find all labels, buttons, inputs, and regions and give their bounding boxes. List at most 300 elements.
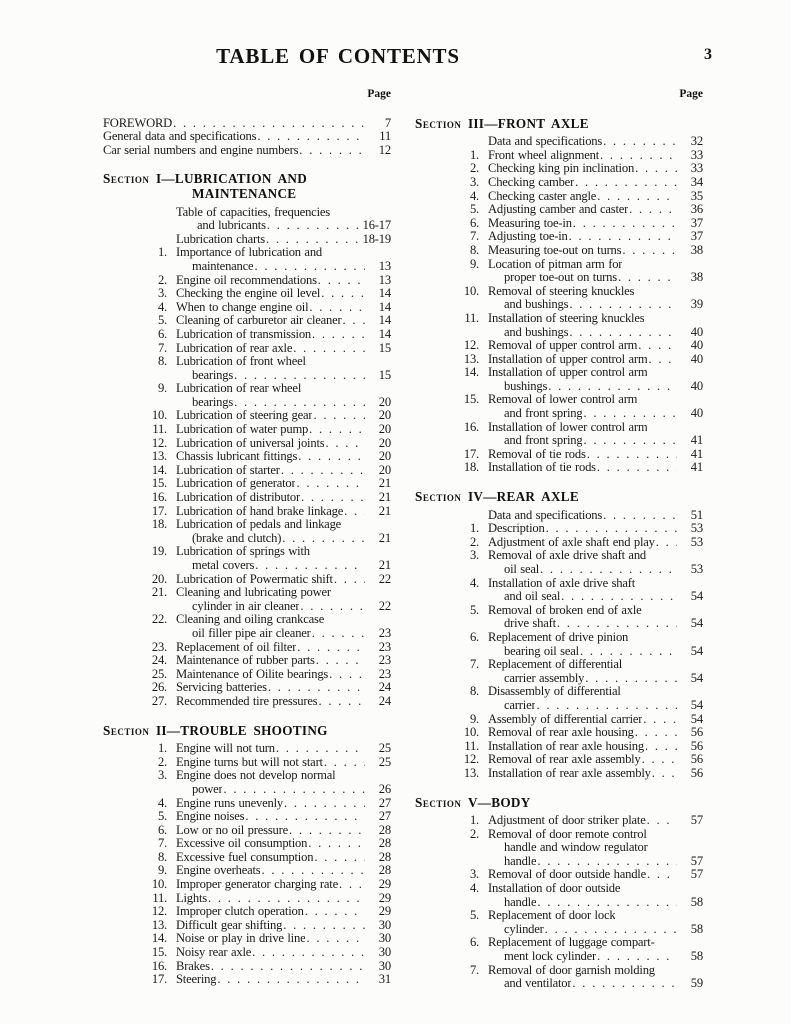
entry-number: 12.	[463, 338, 479, 353]
entry-title: Location of pitman arm for	[488, 257, 623, 271]
entry-title: Lubrication charts	[176, 232, 265, 246]
dot-leader	[296, 477, 365, 491]
entry-number: 3.	[469, 174, 479, 189]
entry-number: 2.	[469, 161, 479, 176]
entry-number: 9.	[157, 381, 167, 396]
toc-entry-line	[103, 328, 391, 342]
entry-number: 24.	[151, 653, 167, 668]
toc-entry-line	[103, 851, 391, 865]
toc-entry-line	[103, 355, 391, 369]
entry-title: Description	[488, 522, 545, 536]
page-column-label: Page	[367, 88, 391, 100]
dot-leader	[261, 864, 365, 878]
entry-page-number: 56	[690, 752, 703, 767]
entry-title: power	[192, 782, 223, 796]
entry-number: 3.	[469, 867, 479, 882]
entry-page-number: 14	[378, 299, 391, 314]
entry-page-number: 28	[378, 849, 391, 864]
entry-page-number: 20	[378, 435, 391, 450]
toc-entry-line	[103, 545, 391, 559]
toc-entry-line	[103, 464, 391, 478]
dot-leader	[329, 668, 365, 682]
entry-page-number: 27	[378, 795, 391, 810]
toc-entry-line	[103, 117, 391, 131]
entry-page-number: 59	[690, 976, 703, 991]
entry-page-number: 36	[690, 202, 703, 217]
entry-page-number: 56	[690, 765, 703, 780]
entry-number: 12.	[151, 435, 167, 450]
dot-leader	[647, 814, 677, 828]
entry-title: Checking caster angle	[488, 189, 597, 203]
entry-number: 11.	[464, 310, 479, 325]
dot-leader	[635, 726, 677, 740]
entry-page-number: 21	[378, 503, 391, 518]
entry-page-number: 40	[690, 406, 703, 421]
entry-title: Improper clutch operation	[176, 905, 304, 919]
toc-entry-line	[415, 672, 703, 686]
entry-number: 18.	[151, 517, 167, 532]
dot-leader	[339, 878, 365, 892]
toc-entry-line	[103, 783, 391, 797]
entry-page-number: 37	[690, 229, 703, 244]
entry-page-number: 53	[690, 562, 703, 576]
toc-column-left	[103, 88, 391, 991]
toc-entry-line	[415, 699, 703, 713]
entry-number: 16.	[151, 490, 167, 505]
toc-entry-line	[103, 505, 391, 519]
entry-title: ment lock cylinder	[504, 950, 597, 964]
entry-number: 22.	[151, 612, 167, 627]
dot-leader	[313, 409, 365, 423]
entry-page-number: 14	[378, 313, 391, 328]
toc-entry-line	[103, 314, 391, 328]
toc-entry-line	[415, 658, 703, 672]
entry-title: Front wheel alignment	[488, 148, 600, 162]
entry-page-number: 54	[690, 589, 703, 604]
toc-entry-line	[415, 617, 703, 631]
dot-leader	[254, 260, 365, 274]
toc-entry-line	[415, 298, 703, 312]
entry-title: Installation of steering knuckles	[488, 311, 645, 325]
entry-title: Lubrication of starter	[176, 463, 280, 477]
dot-leader	[629, 203, 677, 217]
dot-leader	[252, 946, 365, 960]
entry-title: Lights	[176, 891, 207, 905]
entry-page-number: 57	[690, 853, 703, 868]
page-title: TABLE OF CONTENTS	[216, 44, 460, 68]
entry-number: 10.	[151, 877, 167, 892]
dot-leader	[561, 590, 677, 604]
entry-title: Installation of rear axle housing	[488, 739, 644, 753]
toc-entry-line	[415, 326, 703, 340]
dot-leader	[536, 699, 677, 713]
entry-page-number: 40	[690, 324, 703, 339]
entry-page-number: 20	[378, 394, 391, 409]
entry-title: Engine will not turn	[176, 742, 275, 756]
entry-title: Disassembly of differential	[488, 685, 621, 699]
entry-page-number: 22	[378, 571, 391, 586]
toc-entry-line	[415, 162, 703, 176]
toc-entry-line	[415, 964, 703, 978]
entry-page-number: 22	[378, 598, 391, 613]
toc-entry-line	[415, 380, 703, 394]
dot-leader	[638, 339, 677, 353]
dot-leader	[645, 740, 677, 754]
dot-leader	[540, 563, 677, 577]
entry-title: Engine does not develop normal	[176, 769, 336, 783]
toc-entry-line	[103, 864, 391, 878]
entry-page-number: 25	[378, 754, 391, 769]
toc-entry-line	[415, 536, 703, 550]
entry-number: 27.	[151, 693, 167, 708]
toc-entry-line	[415, 258, 703, 272]
entry-page-number: 20	[378, 422, 391, 437]
entry-number: 9.	[157, 863, 167, 878]
entry-title: Lubrication of front wheel	[176, 355, 306, 369]
dot-leader	[316, 654, 365, 668]
toc-entry-line	[103, 973, 391, 987]
entry-number: 7.	[469, 962, 479, 977]
entry-page-number: 16-17	[362, 218, 391, 233]
toc-entry-line	[415, 577, 703, 591]
folio-page-number: 3	[704, 46, 712, 63]
entry-page-number: 29	[378, 890, 391, 905]
entry-title: Steering	[176, 973, 217, 987]
entry-page-number: 12	[378, 142, 391, 157]
entry-number: 10.	[463, 283, 479, 298]
entry-number: 19.	[151, 544, 167, 559]
section-word: Section	[103, 722, 150, 738]
entry-number: 2.	[157, 272, 167, 287]
toc-columns	[103, 88, 703, 991]
entry-number: 12.	[151, 904, 167, 919]
toc-entry-line	[415, 814, 703, 828]
section-heading-line2: MAINTENANCE	[192, 185, 297, 201]
entry-title: Removal of upper control arm	[488, 339, 638, 353]
entry-page-number: 53	[690, 521, 703, 536]
entry-page-number: 54	[690, 616, 703, 631]
toc-entry-line	[415, 950, 703, 964]
entry-title: Removal of steering knuckles	[488, 284, 635, 298]
dot-leader	[537, 855, 677, 869]
entry-title: Table of capacities, frequencies	[176, 205, 330, 219]
entry-number: 7.	[157, 340, 167, 355]
entry-title: Lubrication of hand brake linkage	[176, 504, 344, 518]
entry-title: Lubrication of distributor	[176, 491, 301, 505]
toc-entry-line	[103, 559, 391, 573]
toc-entry-line	[103, 960, 391, 974]
toc-entry-line	[103, 654, 391, 668]
section-heading: Section III—FRONT AXLE	[415, 115, 589, 131]
entry-number: 7.	[157, 836, 167, 851]
entry-number: 10.	[463, 725, 479, 740]
dot-leader	[343, 314, 365, 328]
entry-title: Lubrication of transmission	[176, 327, 312, 341]
entry-title: Assembly of differential carrier	[488, 712, 643, 726]
entry-page-number: 37	[690, 215, 703, 230]
entry-page-number: 58	[690, 921, 703, 936]
entry-number: 17.	[151, 972, 167, 987]
entry-title: Adjusting toe-in	[488, 230, 568, 244]
entry-number: 6.	[157, 822, 167, 837]
entry-title: Removal of door remote control	[488, 827, 647, 841]
section-word: Section	[415, 489, 462, 505]
dot-leader	[299, 144, 365, 158]
dot-leader	[314, 851, 365, 865]
toc-entry-line	[415, 590, 703, 604]
toc-entry-line	[415, 896, 703, 910]
toc-entry-line	[415, 936, 703, 950]
entry-title: and lubricants	[197, 219, 266, 233]
dot-leader	[597, 190, 677, 204]
entry-title: carrier assembly	[504, 671, 585, 685]
toc-entry-line	[103, 532, 391, 546]
dot-leader	[583, 434, 677, 448]
entry-page-number: 18-19	[362, 231, 391, 246]
entry-title: Removal of axle drive shaft and	[488, 549, 647, 563]
entry-page-number: 23	[378, 666, 391, 681]
dot-leader	[573, 217, 677, 231]
toc-entry-line	[415, 271, 703, 285]
toc-entry-line	[415, 190, 703, 204]
toc-entry-line	[415, 726, 703, 740]
dot-leader	[217, 973, 365, 987]
dot-leader	[309, 423, 365, 437]
entry-title: Difficult gear shifting	[176, 918, 283, 932]
toc-entry-line	[103, 681, 391, 695]
entry-title: Measuring toe-out on turns	[488, 243, 622, 257]
dot-leader	[312, 627, 365, 641]
entry-number: 20.	[151, 571, 167, 586]
entry-title: Servicing batteries	[176, 681, 267, 695]
entry-title: and oil seal	[504, 590, 561, 604]
entry-page-number: 30	[378, 958, 391, 973]
dot-leader	[603, 135, 677, 149]
toc-entry-line	[103, 396, 391, 410]
dot-leader	[318, 695, 365, 709]
entry-page-number: 41	[690, 446, 703, 461]
entry-number: 14.	[151, 931, 167, 946]
entry-page-number: 21	[378, 558, 391, 572]
entry-page-number: 40	[690, 351, 703, 366]
toc-entry-line	[103, 219, 391, 233]
entry-number: 5.	[157, 313, 167, 328]
entry-page-number: 54	[690, 670, 703, 685]
toc-section	[103, 117, 391, 158]
entry-title: Engine runs unevenly	[176, 796, 284, 810]
toc-entry-line	[103, 946, 391, 960]
section-word: Section	[415, 794, 462, 810]
entry-number: 4.	[469, 575, 479, 590]
toc-entry-line	[415, 312, 703, 326]
toc-entry-line	[103, 742, 391, 756]
toc-entry-line	[415, 353, 703, 367]
entry-page-number: 38	[690, 242, 703, 257]
entry-page-number: 15	[378, 340, 391, 355]
toc-entry-line	[103, 837, 391, 851]
toc-entry-line	[103, 586, 391, 600]
entry-title: FOREWORD	[103, 116, 173, 130]
toc-entry-line	[103, 810, 391, 824]
entry-number: 2.	[469, 534, 479, 549]
toc-section	[415, 117, 703, 475]
dot-leader	[545, 923, 677, 937]
toc-entry-line	[415, 828, 703, 842]
entry-page-number: 54	[690, 711, 703, 726]
entry-title: drive shaft	[504, 617, 556, 631]
entry-number: 16.	[151, 958, 167, 973]
entry-number: 4.	[157, 795, 167, 810]
entry-page-number: 13	[378, 272, 391, 287]
toc-entry-line	[103, 756, 391, 770]
toc-entry-line	[415, 448, 703, 462]
toc-entry-line	[103, 437, 391, 451]
toc-entry-line	[415, 393, 703, 407]
toc-entry-line	[103, 824, 391, 838]
entry-number: 2.	[157, 754, 167, 769]
dot-leader	[600, 149, 677, 163]
entry-title: Installation of rear axle assembly	[488, 766, 651, 780]
entry-number: 3.	[157, 768, 167, 783]
entry-page-number: 57	[690, 867, 703, 882]
entry-number: 13.	[151, 449, 167, 464]
entry-title: handle and window regulator	[504, 841, 648, 855]
entry-number: 7.	[469, 657, 479, 672]
entry-page-number: 21	[378, 530, 391, 545]
toc-entry-line	[103, 641, 391, 655]
dot-leader	[306, 932, 365, 946]
dot-leader	[305, 905, 365, 919]
entry-title: Lubrication of springs with	[176, 545, 310, 559]
toc-entry-line	[415, 366, 703, 380]
toc-entry-line	[415, 509, 703, 523]
entry-page-number: 21	[378, 476, 391, 491]
dot-leader	[297, 641, 365, 655]
entry-title: Chassis lubricant fittings	[176, 450, 298, 464]
entry-page-number: 15	[378, 367, 391, 382]
entry-title: and bushings	[504, 325, 569, 339]
toc-section	[103, 172, 391, 708]
entry-page-number: 40	[690, 338, 703, 353]
entry-page-number: 23	[378, 639, 391, 654]
entry-page-number: 54	[690, 643, 703, 658]
entry-title: Noise or play in drive line	[176, 932, 306, 946]
dot-leader	[597, 950, 677, 964]
entry-number: 14.	[151, 462, 167, 477]
entry-title: Data and specifications	[488, 135, 603, 149]
entry-title: Lubrication of steering gear	[176, 409, 313, 423]
entry-title: Installation of axle drive shaft	[488, 576, 636, 590]
entry-number: 1.	[469, 147, 479, 162]
toc-entry-line	[415, 882, 703, 896]
entry-number: 17.	[151, 503, 167, 518]
dot-leader	[318, 274, 365, 288]
entry-title: bearing oil seal	[504, 644, 579, 658]
entry-title: Installation of door outside	[488, 882, 621, 896]
entry-title: handle	[504, 895, 537, 909]
entry-title: maintenance	[192, 259, 254, 273]
entry-page-number: 24	[378, 680, 391, 695]
dot-leader	[548, 380, 677, 394]
dot-leader	[583, 407, 677, 421]
entry-title: Replacement of differential	[488, 658, 623, 672]
entry-page-number: 13	[378, 258, 391, 273]
entry-title: General data and specifications	[103, 130, 257, 144]
toc-section	[415, 490, 703, 780]
entry-number: 5.	[469, 602, 479, 617]
dot-leader	[234, 396, 365, 410]
entry-page-number: 53	[690, 534, 703, 549]
toc-entry-line	[103, 600, 391, 614]
entry-title: cylinder	[504, 922, 544, 936]
toc-entry-line	[103, 932, 391, 946]
toc-entry-line	[415, 909, 703, 923]
entry-title: Engine overheats	[176, 864, 261, 878]
entry-title: Measuring toe-in	[488, 216, 572, 230]
dot-leader	[298, 450, 365, 464]
entry-title: Removal of tie rods	[488, 447, 586, 461]
toc-entry-line	[415, 244, 703, 258]
dot-leader	[173, 117, 365, 131]
entry-page-number: 23	[378, 625, 391, 640]
entry-title: Checking the engine oil level	[176, 287, 321, 301]
dot-leader	[647, 868, 677, 882]
dot-leader	[289, 824, 365, 838]
dot-leader	[223, 783, 365, 797]
entry-page-number: 20	[378, 449, 391, 464]
entry-number: 13.	[463, 351, 479, 366]
toc-entry-line	[415, 868, 703, 882]
entry-title: Replacement of oil filter	[176, 640, 297, 654]
entry-number: 8.	[157, 849, 167, 864]
entry-number: 1.	[157, 741, 167, 756]
dot-leader	[652, 767, 677, 781]
dot-leader	[309, 301, 365, 315]
entry-title: and front spring	[504, 434, 583, 448]
entry-number: 26.	[151, 680, 167, 695]
toc-entry-line	[103, 695, 391, 709]
entry-number: 14.	[463, 365, 479, 380]
dot-leader	[283, 919, 365, 933]
entry-title: Cleaning and lubricating power	[176, 586, 331, 600]
entry-title: Engine turns but will not start	[176, 755, 323, 769]
entry-title: bearings	[192, 368, 234, 382]
entry-number: 4.	[469, 188, 479, 203]
entry-number: 6.	[469, 629, 479, 644]
entry-page-number: 39	[690, 297, 703, 312]
entry-number: 23.	[151, 639, 167, 654]
entry-title: Recommended tire pressures	[176, 694, 318, 708]
toc-entry-line	[415, 645, 703, 659]
dot-leader	[597, 461, 677, 475]
section-heading: Section II—TROUBLE SHOOTING	[103, 722, 328, 738]
toc-entry-line	[415, 841, 703, 855]
toc-entry-line	[103, 301, 391, 315]
entry-page-number: 25	[378, 741, 391, 756]
toc-entry-line	[103, 627, 391, 641]
entry-page-number: 21	[378, 490, 391, 505]
dot-leader	[282, 532, 365, 546]
entry-title: Removal of lower control arm	[488, 393, 638, 407]
entry-page-number: 56	[690, 725, 703, 740]
toc-entry-line	[103, 769, 391, 783]
dot-leader	[587, 448, 677, 462]
entry-title: Importance of lubrication and	[176, 246, 323, 260]
entry-page-number: 27	[378, 809, 391, 824]
dot-leader	[293, 342, 365, 356]
entry-page-number: 31	[378, 972, 391, 987]
entry-page-number: 57	[690, 813, 703, 828]
